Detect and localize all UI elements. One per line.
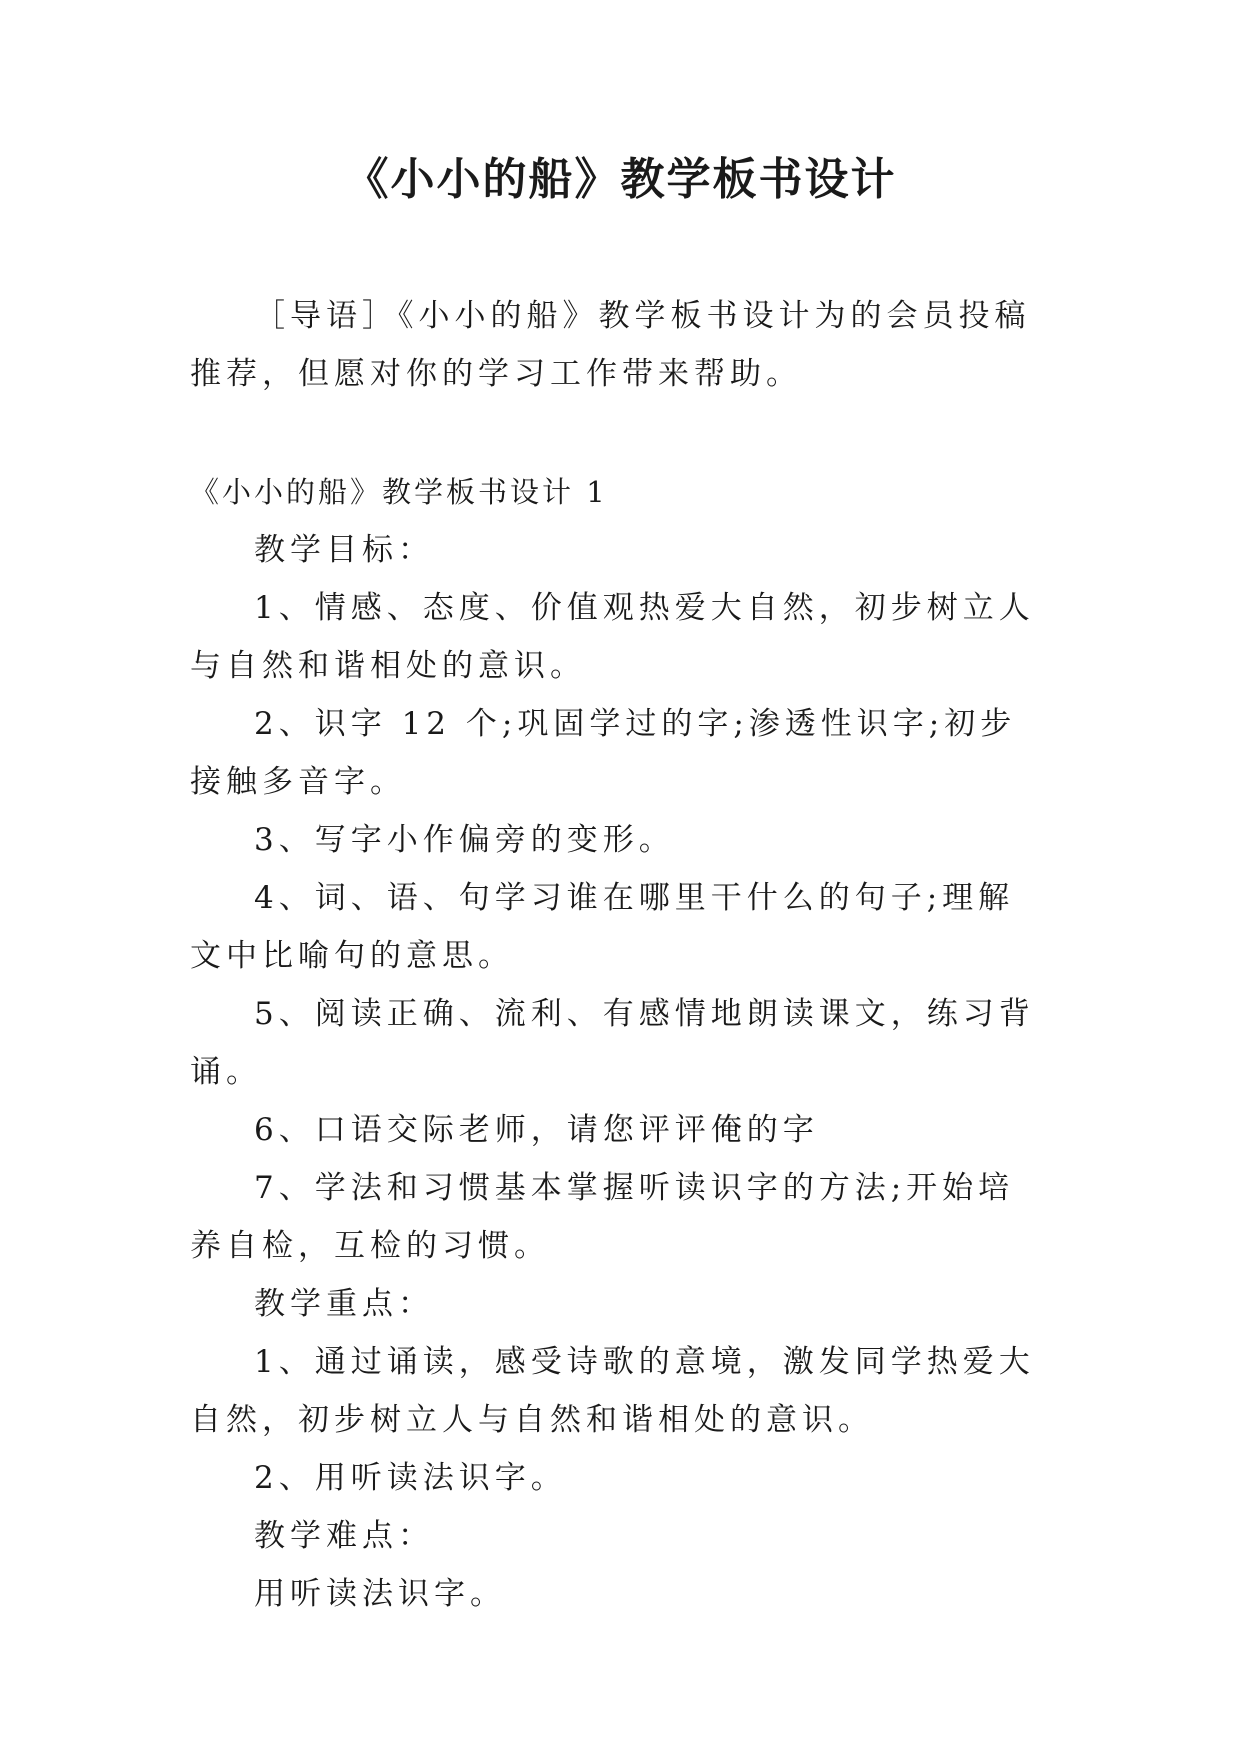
document-title: 《小小的船》教学板书设计 [344, 154, 897, 205]
goal-item: 5、阅读正确、流利、有感情地朗读课文，练习背诵。 [190, 996, 1035, 1090]
goal-item: 3、写字小作偏旁的变形。 [254, 822, 675, 858]
paragraph-spacer [190, 403, 1050, 463]
goal-item: 1、情感、态度、价值观热爱大自然，初步树立人与自然和谐相处的意识。 [190, 590, 1035, 684]
section-title: 《小小的船》教学板书设计 1 [190, 475, 608, 509]
difficulty-heading: 教学难点： [254, 1518, 434, 1554]
intro-paragraph: ［导语］《小小的船》教学板书设计为的会员投稿推荐，但愿对你的学习工作带来帮助。 [190, 298, 1031, 392]
key-point: 2、用听读法识字。 [254, 1460, 567, 1496]
key-heading: 教学重点： [254, 1286, 434, 1322]
difficulty-text: 用听读法识字。 [254, 1576, 506, 1612]
key-point: 1、通过诵读，感受诗歌的意境，激发同学热爱大自然，初步树立人与自然和谐相处的意识。 [190, 1344, 1035, 1438]
goal-item: 2、识字 12 个;巩固学过的字;渗透性识字;初步接触多音字。 [190, 706, 1017, 800]
goal-item: 6、口语交际老师，请您评评俺的字 [254, 1112, 819, 1148]
document-body [190, 287, 1050, 1623]
goal-item: 7、学法和习惯基本掌握听读识字的方法;开始培养自检，互检的习惯。 [190, 1170, 1015, 1264]
goal-item: 4、词、语、句学习谁在哪里干什么的句子;理解文中比喻句的意思。 [190, 880, 1015, 974]
goals-heading: 教学目标： [254, 532, 434, 568]
